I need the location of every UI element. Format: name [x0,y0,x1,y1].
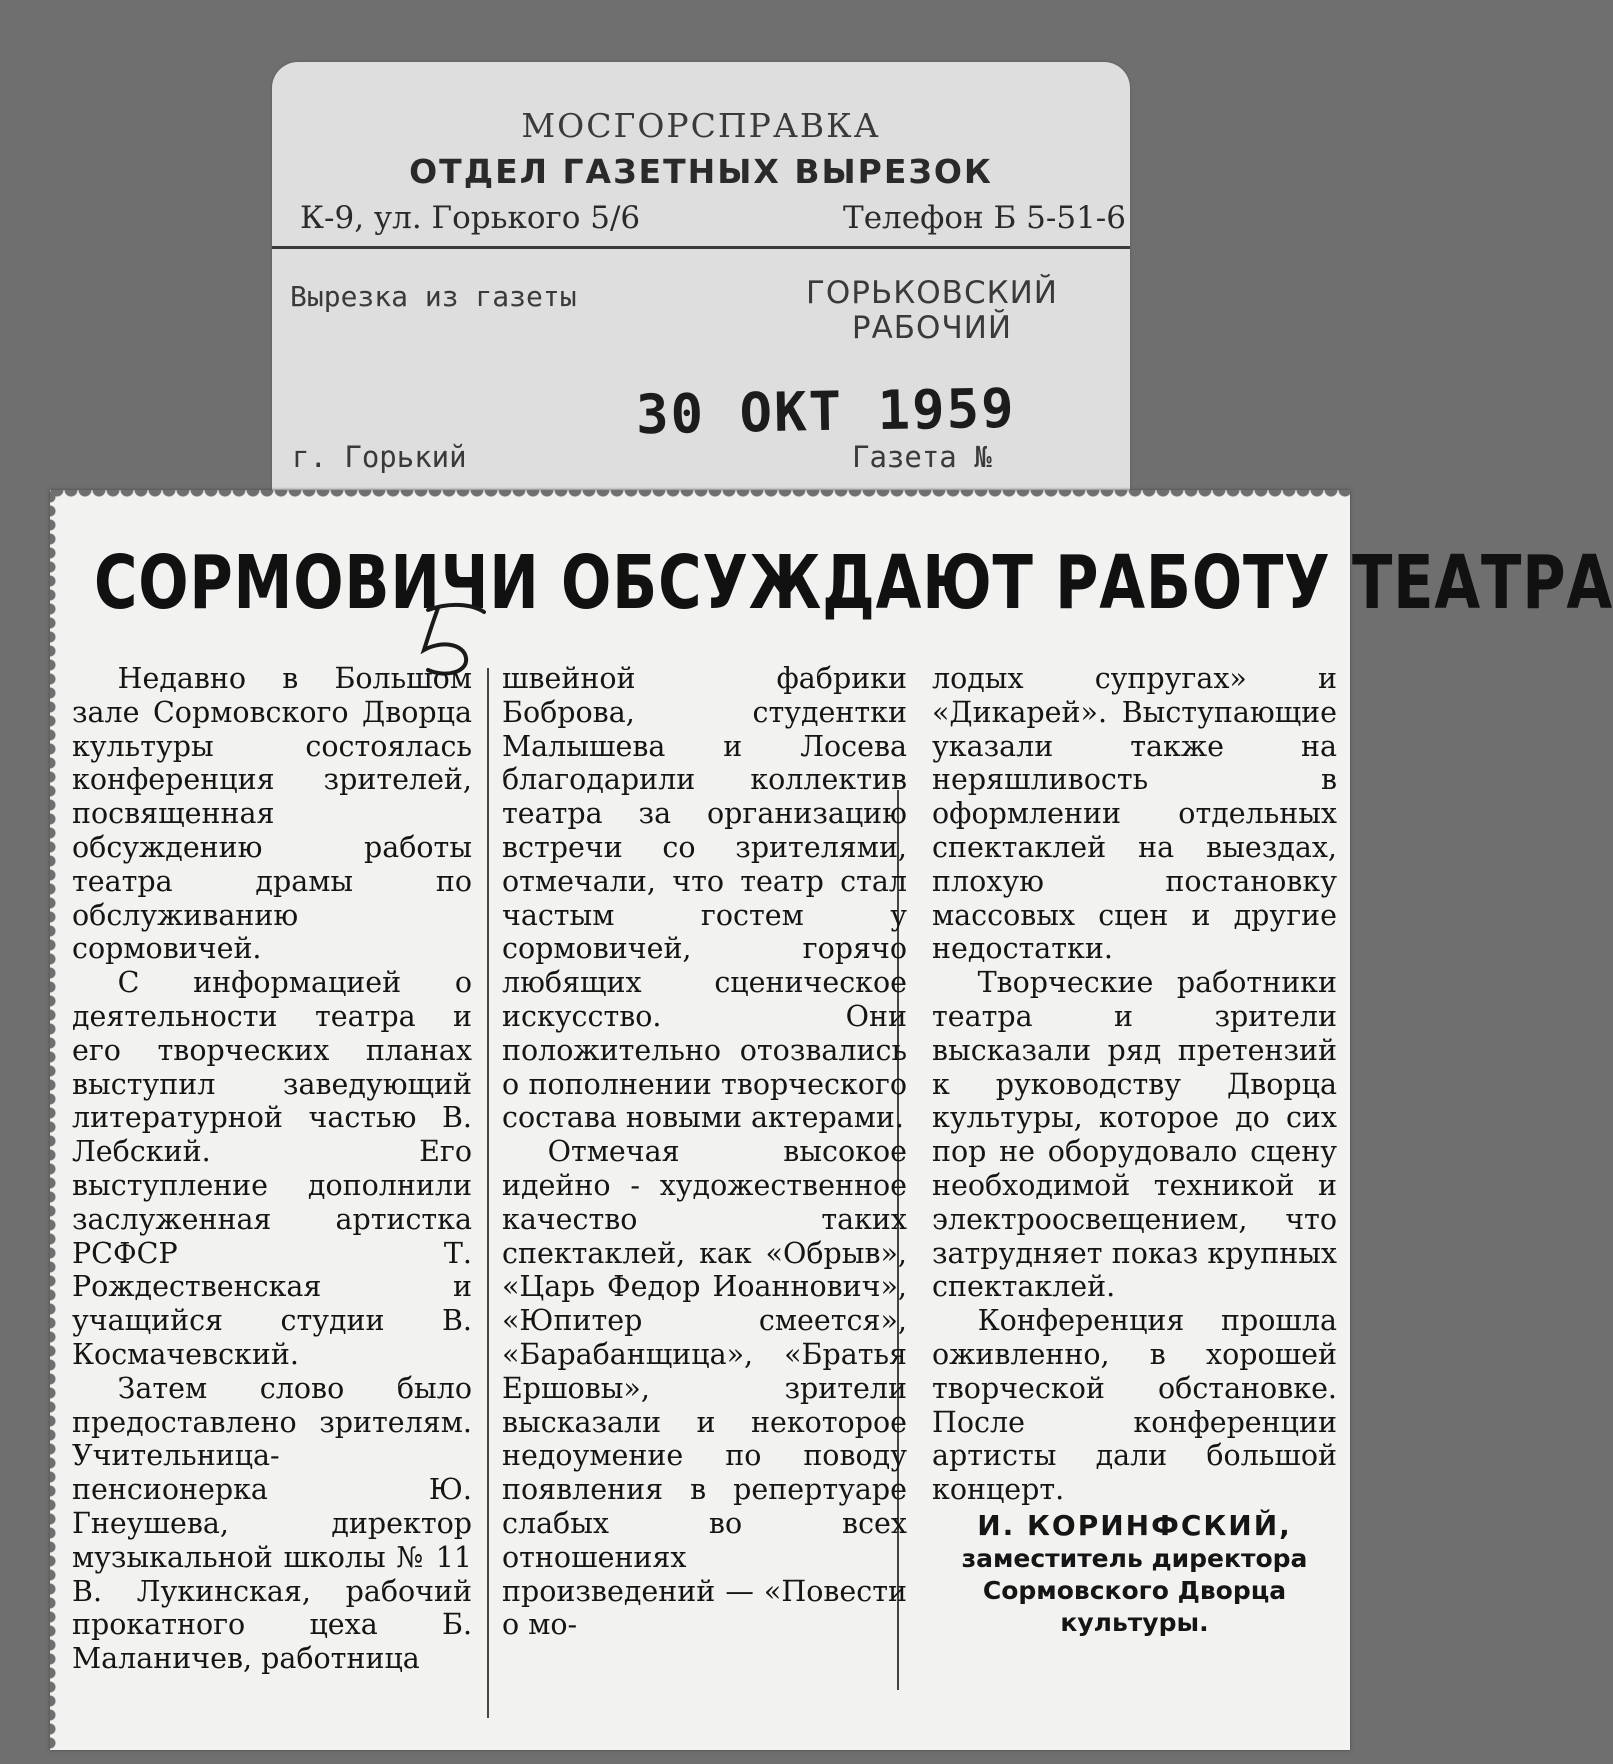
serrated-edge-top [50,490,1350,504]
newspaper-name [772,276,1092,346]
paragraph: Отмечая высокое идейно - художественное качество таких спектаклей, как «Обрыв», «Царь Федор Иоаннович», «Юпитер смеется», «Барабанщица», «Братья Ершовы», зрители высказали и некоторое недоумение по поводу появления в репертуаре слабых во всех отношениях произведений — «Повести о мо- [502,1135,907,1642]
paragraph: Недавно в Большом зале Сормовского Дворца культуры состоялась конференция зрителей, посвященная обсуждению работы театра драмы по обслуживанию сормовичей. [72,662,472,966]
author-name: И. КОРИНФСКИЙ, [977,1508,1292,1542]
article-column-2 [502,662,907,1732]
city-label: г. Горький [292,440,467,474]
newspaper-clipping [50,490,1613,1750]
bureau-phone: Телефон Б 5-51-6 [843,200,1126,236]
article-column-1 [72,662,472,1732]
paragraph: лодых супругах» и «Дикарей». Выступающие указали также на неряшливость в оформлении отдельных спектаклей на выездах, плохую постановку массовых сцен и другие недостатки. [932,662,1337,966]
label-divider [272,246,1130,249]
column-rule-1 [487,668,489,1718]
paragraph: Затем слово было предоставлено зрителям. Учительница-пенсионерка Ю. Гнеушева, директор музыкальной школы № 11 В. Лукинская, рабочий прокатного цеха Б. Маланичев, работница [72,1371,472,1676]
date-stamp: 30 ОКТ 1959 [635,376,1017,447]
article-headline: СОРМОВИЧИ ОБСУЖДАЮТ РАБОТУ ТЕАТРА [94,540,1613,626]
department-name: ОТДЕЛ ГАЗЕТНЫХ ВЫРЕЗОК [409,152,993,191]
bureau-name: МОСГОРСПРАВКА [521,106,881,145]
paragraph: Творческие работники театра и зрители высказали ряд претензий к руководству Дворца культуры, которое до сих пор не оборудовало сцену необходимой техникой и электроосвещением, что затрудняет показ крупных спектаклей. [932,966,1337,1304]
serrated-edge-left [50,490,62,1750]
author-role: заместитель директора Сормовского Дворца культуры. [961,1543,1308,1637]
bureau-address: К-9, ул. Горького 5/6 [300,200,641,236]
cutting-from-label: Вырезка из газеты [290,280,577,313]
paragraph: Конференция прошла оживленно, в хорошей творческой обстановке. После конференции артисты дали большой концерт. [932,1304,1337,1507]
newspaper-name-line2: РАБОЧИЙ [851,310,1013,346]
paragraph: швейной фабрики Боброва, студентки Малышева и Лосева благодарили коллектив театра за организацию встречи со зрителями, отмечали, что театр стал частым гостем у сормовичей, горячо любящих сценическое искусство. Они положительно отозвались о пополнении творческого состава новыми актерами. [502,662,907,1135]
paragraph: С информацией о деятельности театра и его творческих планах выступил заведующий литературной частью В. Лебский. Его выступление дополнили заслуженная артистка РСФСР Т. Рождественская и учащийся студии В. Космачевский. [72,966,472,1371]
gazeta-number-label: Газета № [852,440,992,474]
newspaper-name-line1: ГОРЬКОВСКИЙ [806,275,1058,311]
clipping-label [272,62,1130,500]
article-column-3 [932,662,1337,1732]
